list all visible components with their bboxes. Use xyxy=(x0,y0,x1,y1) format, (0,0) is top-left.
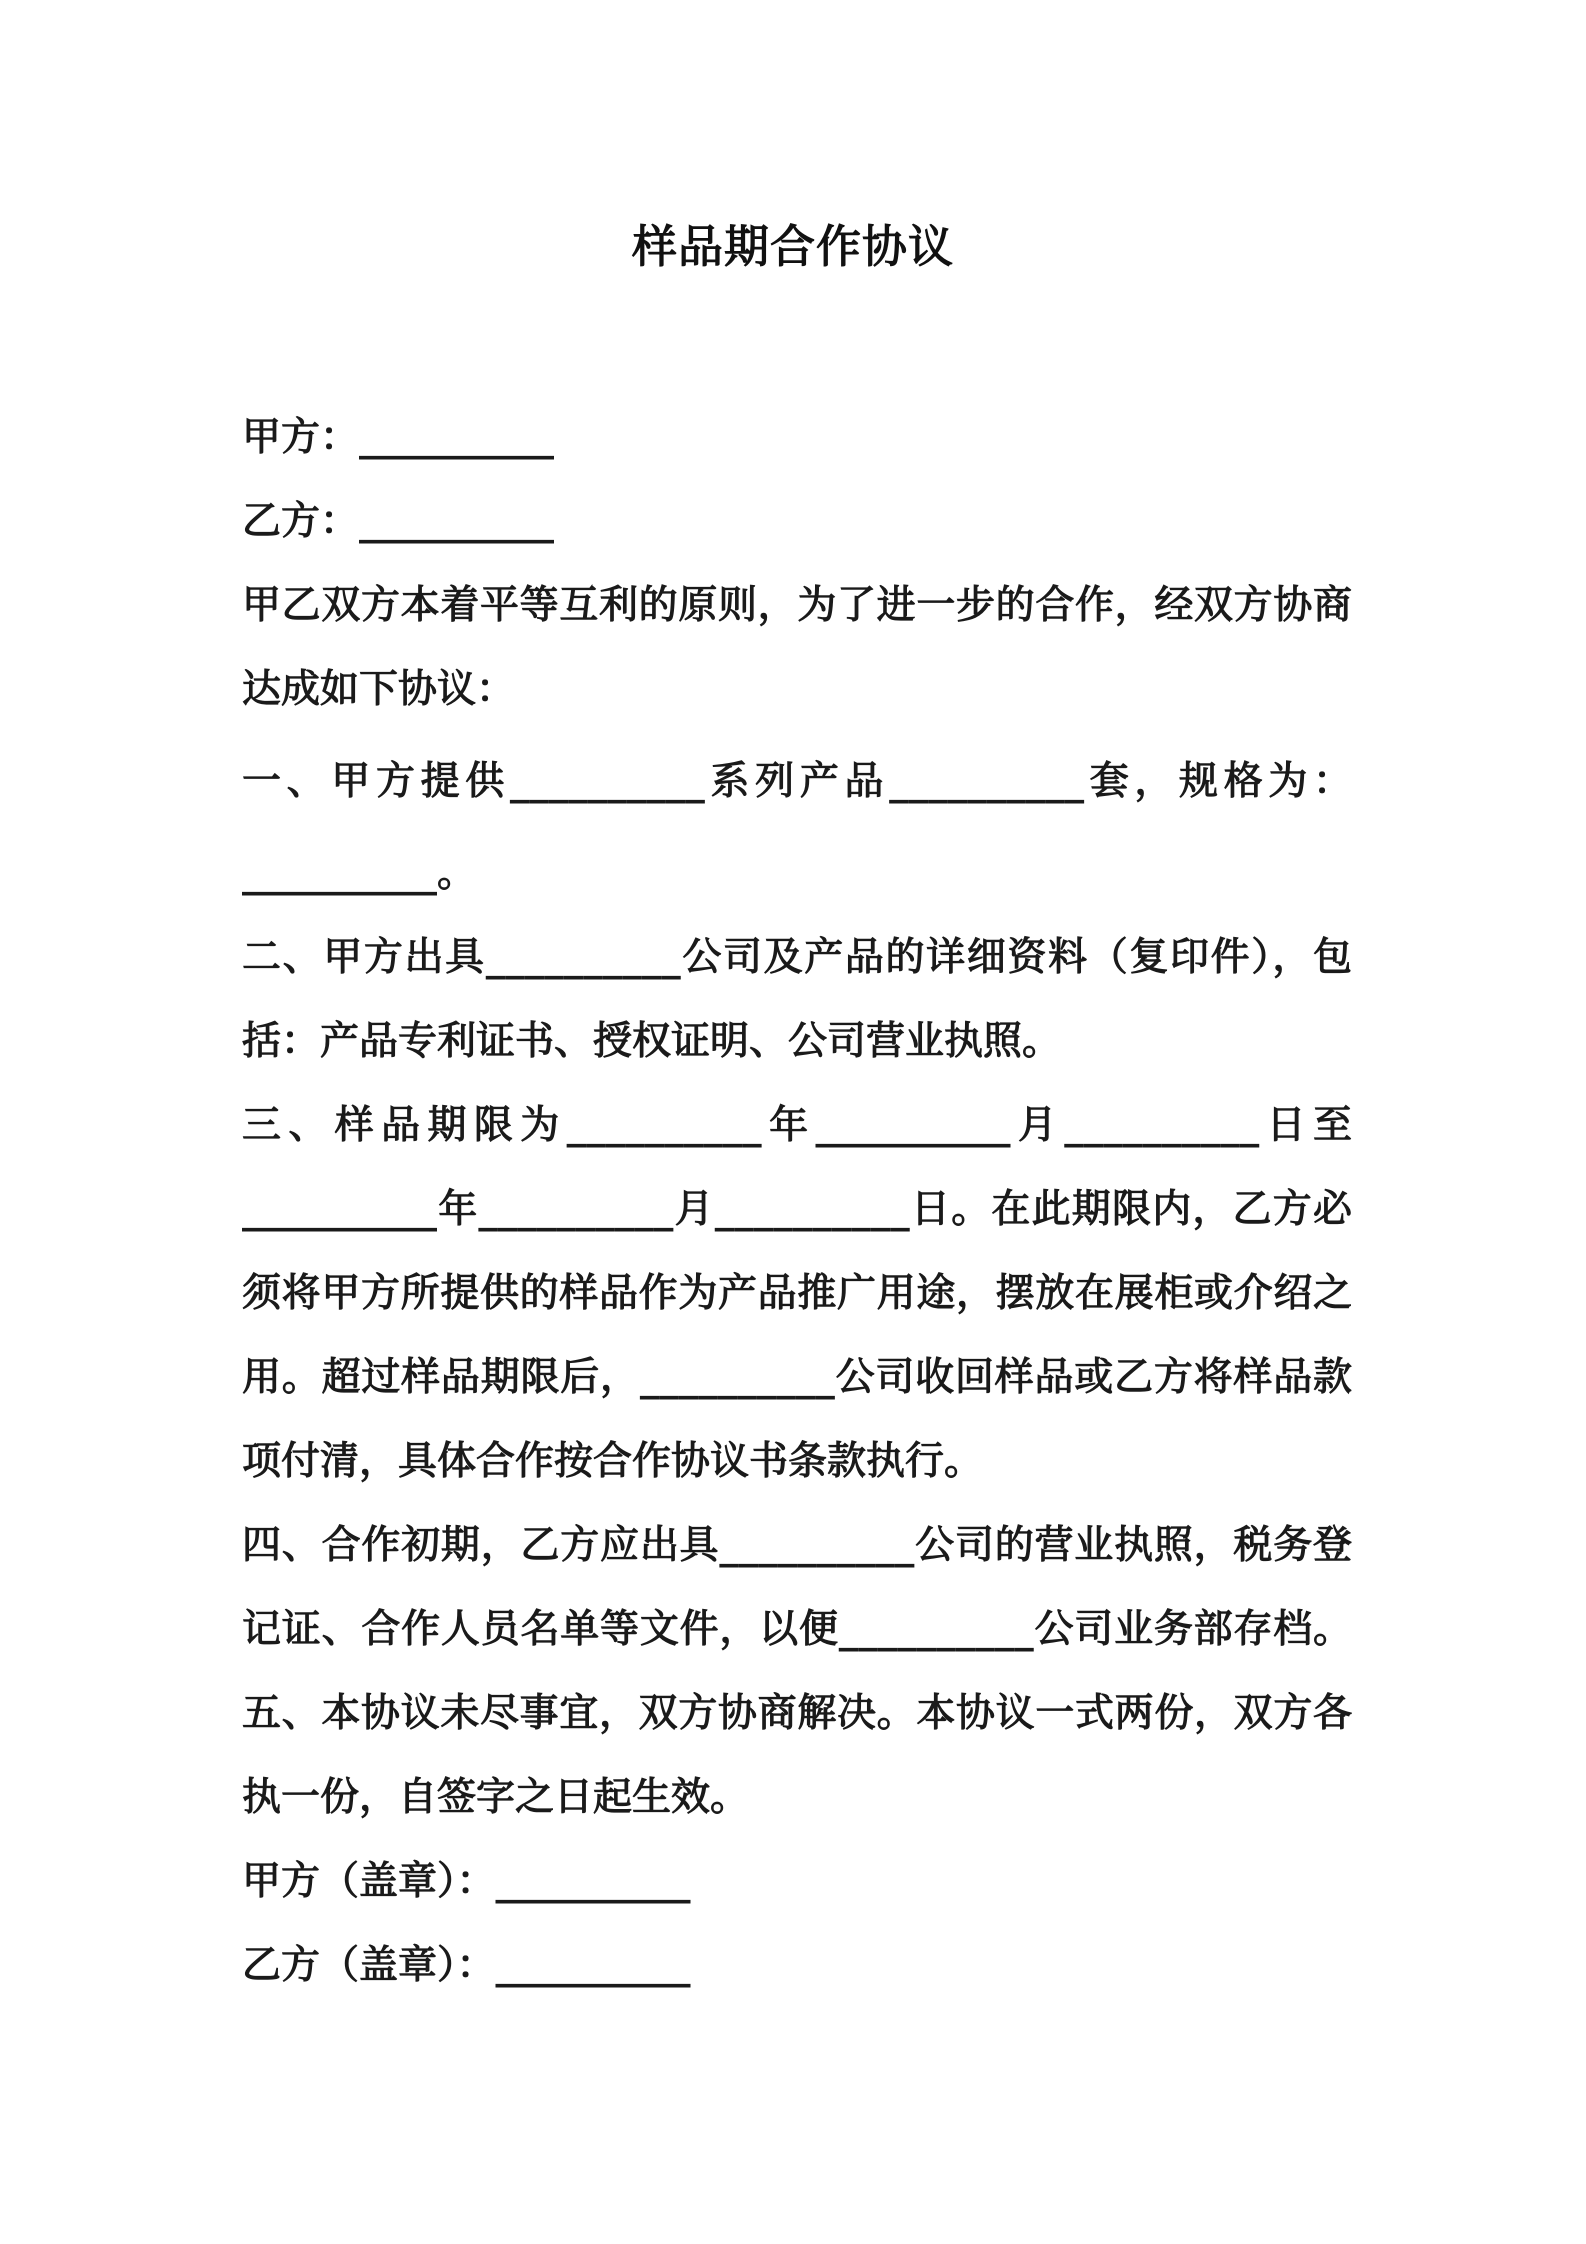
clause-5-line-1: 五、本协议未尽事宜，双方协商解决。本协议一式两份，双方各 xyxy=(242,1691,1352,1736)
clause-5-line-2: 执一份，自签字之日起生效。 xyxy=(242,1775,750,1820)
party-b-line: 乙方：__________ xyxy=(242,499,555,544)
clause-4-line-1: 四、合作初期，乙方应出具__________公司的营业执照，税务登 xyxy=(242,1523,1352,1568)
clause-3-line-3: 须将甲方所提供的样品作为产品推广用途，摆放在展柜或介绍之 xyxy=(242,1271,1352,1316)
clause-1-line-2: __________。 xyxy=(242,851,477,896)
intro-line-1: 甲乙双方本着平等互利的原则，为了进一步的合作，经双方协商 xyxy=(242,583,1352,628)
clause-2-line-2: 括：产品专利证书、授权证明、公司营业执照。 xyxy=(242,1019,1062,1064)
clause-2-line-1: 二、甲方出具__________公司及产品的详细资料（复印件），包 xyxy=(242,935,1352,980)
clause-3-line-1: 三、样品期限为__________年__________月__________日至 xyxy=(242,1103,1352,1148)
clause-3-line-2: __________年__________月__________日。在此期限内，乙方必 xyxy=(242,1187,1352,1232)
clause-1-line-1: 一、甲方提供__________系列产品__________套，规格为： xyxy=(242,759,1352,804)
clause-3-line-5: 项付清，具体合作按合作协议书条款执行。 xyxy=(242,1439,984,1484)
document-body xyxy=(242,396,1352,2008)
party-b-seal-line: 乙方（盖章）：__________ xyxy=(242,1943,691,1988)
clause-3-line-4: 用。超过样品期限后，__________公司收回样品或乙方将样品款 xyxy=(242,1355,1352,1400)
party-a-line: 甲方：__________ xyxy=(242,415,555,460)
intro-line-2: 达成如下协议： xyxy=(242,667,516,712)
clause-4-line-2: 记证、合作人员名单等文件，以便__________公司业务部存档。 xyxy=(242,1607,1352,1652)
document-title: 样品期合作协议 xyxy=(631,220,954,273)
party-a-seal-line: 甲方（盖章）：__________ xyxy=(242,1859,691,1904)
